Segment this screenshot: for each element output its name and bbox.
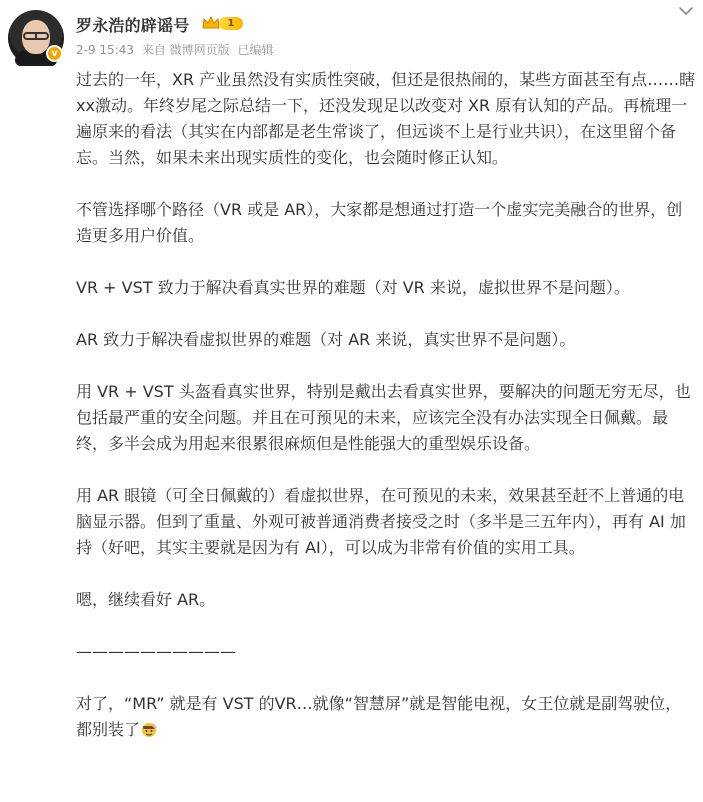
paragraph-4: AR 致力于解决看虚拟世界的难题（对 AR 来说，真实世界不是问题）。 <box>76 330 576 349</box>
verified-badge-icon: v <box>46 45 63 62</box>
author-name[interactable]: 罗永浩的辟谣号 <box>76 16 190 35</box>
post-source: 来自 微博网页版 <box>141 43 230 57</box>
salute-emoji-icon <box>140 720 158 738</box>
post-date[interactable]: 2-9 15:43 <box>76 43 134 57</box>
divider-line: —————————— <box>76 642 236 661</box>
paragraph-1: 过去的一年，XR 产业虽然没有实质性突破，但还是很热闹的，某些方面甚至有点……瞎xx激动。年终岁尾之际总结一下，还没发现足以改变对 XR 原有认知的产品。再梳理一遍原来的看法（其实在内部都是老生常谈了，但远谈不上是行业共识），在这里留个备忘。当然，如果未来出现实质性的变化，也会随时修正认知。 <box>76 70 696 167</box>
edited-label[interactable]: 已编辑 <box>237 43 274 57</box>
avatar-glasses <box>23 32 49 40</box>
post-content <box>76 67 696 769</box>
paragraph-7: 嗯，继续看好 AR。 <box>76 590 216 609</box>
crown-icon <box>202 16 220 30</box>
paragraph-6: 用 AR 眼镜（可全日佩戴的）看虚拟世界，在可预见的未来，效果甚至赶不上普通的电脑显示器。但到了重量、外观可被普通消费者接受之时（多半是三五年内），再有 AI 加持（好吧，其实主要就是因为有 AI），可以成为非常有价值的实用工具。 <box>76 486 686 557</box>
paragraph-8 <box>76 691 696 743</box>
paragraph-8-text: 对了，“MR” 就是有 VST 的VR…就像“智慧屏”就是智能电视，女王位就是副驾驶位，都别装了 <box>76 694 682 739</box>
paragraph-3: VR + VST 致力于解决看真实世界的难题（对 VR 来说，虚拟世界不是问题）。 <box>76 278 630 297</box>
paragraph-2: 不管选择哪个路径（VR 或是 AR），大家都是想通过打造一个虚实完美融合的世界，创造更多用户价值。 <box>76 200 683 245</box>
vip-level: 1 <box>219 17 243 30</box>
chevron-down-icon[interactable] <box>678 5 694 17</box>
paragraph-5: 用 VR + VST 头盔看真实世界，特别是戴出去看真实世界，要解决的问题无穷无尽，也包括最严重的安全问题。并且在可预见的未来，应该完全没有办法实现全日佩戴。最终，多半会成为用起来很累很麻烦但是性能强大的重型娱乐设备。 <box>76 382 691 453</box>
vip-badge[interactable] <box>202 14 244 32</box>
post-meta <box>76 41 278 58</box>
